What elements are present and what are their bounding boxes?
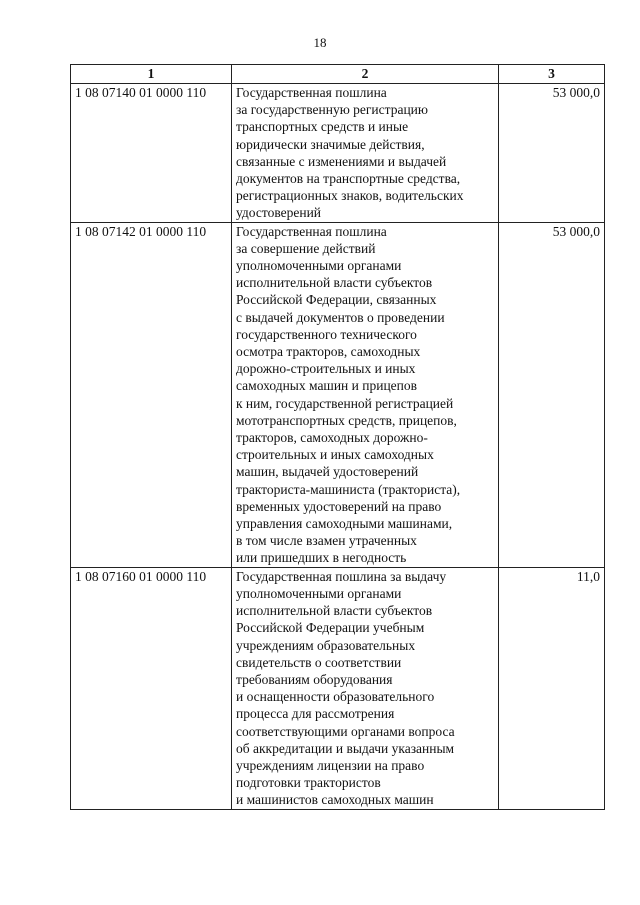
description-line: уполномоченными органами xyxy=(236,585,402,601)
description-line: временных удостоверений на право xyxy=(236,498,442,514)
description-line: Государственная пошлина за выдачу xyxy=(236,568,447,584)
description-line: исполнительной власти субъектов xyxy=(236,603,433,619)
description-line: свидетельств о соответствии xyxy=(236,654,402,670)
description-line: учреждениям образовательных xyxy=(236,637,416,653)
description-line: мототранспортных средств, прицепов, xyxy=(236,412,457,428)
description-line: тракториста-машиниста (тракториста), xyxy=(236,481,461,497)
column-header-description: 2 xyxy=(232,65,499,84)
column-header-code: 1 xyxy=(71,65,232,84)
description-line: связанные с изменениями и выдачей xyxy=(236,153,447,169)
description-line: соответствующими органами вопроса xyxy=(236,723,455,739)
table-row xyxy=(71,84,605,223)
description-line: самоходных машин и прицепов xyxy=(236,378,418,394)
description-line: и машинистов самоходных машин xyxy=(236,792,434,808)
revenue-description xyxy=(232,222,499,567)
description-line: юридически значимые действия, xyxy=(236,136,425,152)
description-line: с выдачей документов о проведении xyxy=(236,309,445,325)
description-line: машин, выдачей удостоверений xyxy=(236,464,419,480)
description-line: исполнительной власти субъектов xyxy=(236,275,433,291)
description-line: в том числе взамен утраченных xyxy=(236,533,417,549)
revenue-description xyxy=(232,84,499,223)
description-line: осмотра тракторов, самоходных xyxy=(236,344,421,360)
description-line: дорожно-строительных и иных xyxy=(236,361,416,377)
description-line: за совершение действий xyxy=(236,240,376,256)
description-line: Государственная пошлина xyxy=(236,85,387,100)
table-header-row xyxy=(71,65,605,84)
description-line: требованиям оборудования xyxy=(236,671,393,687)
page-number: 18 xyxy=(313,35,327,50)
description-line: Российской Федерации учебным xyxy=(236,620,425,636)
revenue-amount: 11,0 xyxy=(499,567,605,809)
description-line: транспортных средств и иные xyxy=(236,119,409,135)
table-row xyxy=(71,222,605,567)
description-line: учреждениям лицензии на право xyxy=(236,757,425,773)
description-line: процесса для рассмотрения xyxy=(236,706,395,722)
revenue-amount: 53 000,0 xyxy=(499,222,605,567)
budget-revenue-table xyxy=(70,64,605,810)
description-line: документов на транспортные средства, xyxy=(236,171,461,187)
description-line: регистрационных знаков, водительских xyxy=(236,188,464,204)
description-line: строительных и иных самоходных xyxy=(236,447,434,463)
budget-classification-code: 1 08 07140 01 0000 110 xyxy=(71,84,232,223)
description-line: подготовки трактористов xyxy=(236,775,381,791)
description-line: уполномоченными органами xyxy=(236,258,402,274)
description-line: к ним, государственной регистрацией xyxy=(236,395,454,411)
description-line: тракторов, самоходных дорожно- xyxy=(236,430,428,446)
description-line: Российской Федерации, связанных xyxy=(236,292,437,308)
description-line: удостоверений xyxy=(236,205,322,221)
description-line: управления самоходными машинами, xyxy=(236,516,453,532)
budget-classification-code: 1 08 07142 01 0000 110 xyxy=(71,222,232,567)
revenue-amount: 53 000,0 xyxy=(499,84,605,223)
budget-classification-code: 1 08 07160 01 0000 110 xyxy=(71,567,232,809)
description-line: или пришедших в негодность xyxy=(236,550,407,566)
description-line: государственного технического xyxy=(236,326,417,342)
revenue-description xyxy=(232,567,499,809)
table-body xyxy=(71,84,605,810)
description-line: за государственную регистрацию xyxy=(236,102,428,118)
column-header-amount: 3 xyxy=(499,65,605,84)
description-line: Государственная пошлина xyxy=(236,223,387,239)
description-line: и оснащенности образовательного xyxy=(236,689,435,705)
table-row xyxy=(71,567,605,809)
description-line: об аккредитации и выдачи указанным xyxy=(236,740,455,756)
